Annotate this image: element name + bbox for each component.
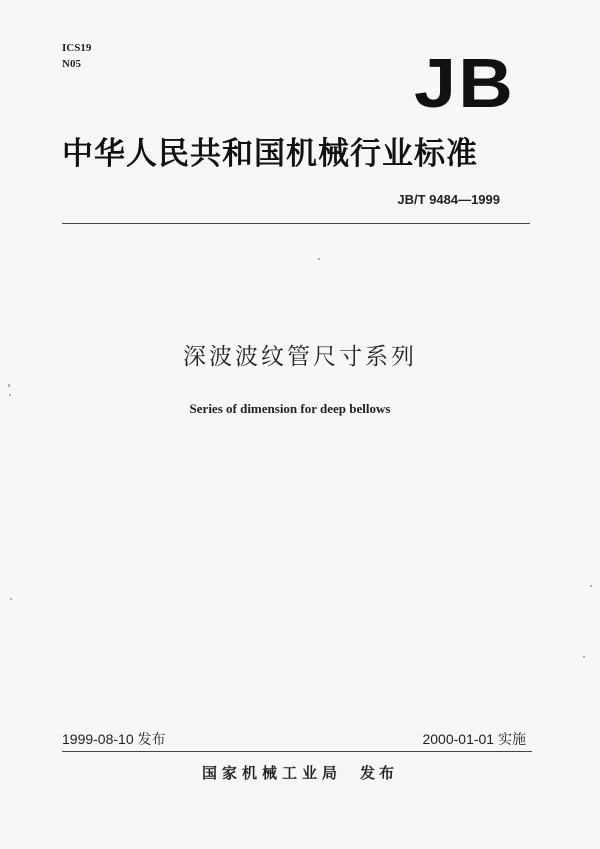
- scan-speck: [8, 384, 10, 387]
- ics-code: ICS19: [62, 42, 92, 54]
- scan-speck: [10, 598, 12, 600]
- scan-speck: [318, 258, 320, 260]
- issue-date: 1999-08-10 发布: [62, 731, 166, 747]
- publisher-name: 国家机械工业局: [201, 764, 342, 782]
- jb-logo: JB: [414, 44, 515, 122]
- footer-divider: [62, 751, 532, 752]
- publish-action: 发布: [360, 764, 399, 782]
- scan-speck: [590, 585, 592, 587]
- publisher-line: [0, 762, 600, 783]
- header-divider: [62, 223, 530, 224]
- scan-speck: [9, 394, 11, 396]
- ccs-code: N05: [62, 58, 81, 70]
- standard-title: 中华人民共和国机械行业标准: [62, 136, 478, 172]
- document-title-en: Series of dimension for deep bellows: [189, 401, 391, 416]
- standard-code: JB/T 9484—1999: [397, 192, 500, 207]
- implementation-date: 2000-01-01 实施: [422, 731, 526, 747]
- document-title-cn: 深波波纹管尺寸系列: [183, 344, 417, 370]
- scan-speck: [583, 656, 585, 658]
